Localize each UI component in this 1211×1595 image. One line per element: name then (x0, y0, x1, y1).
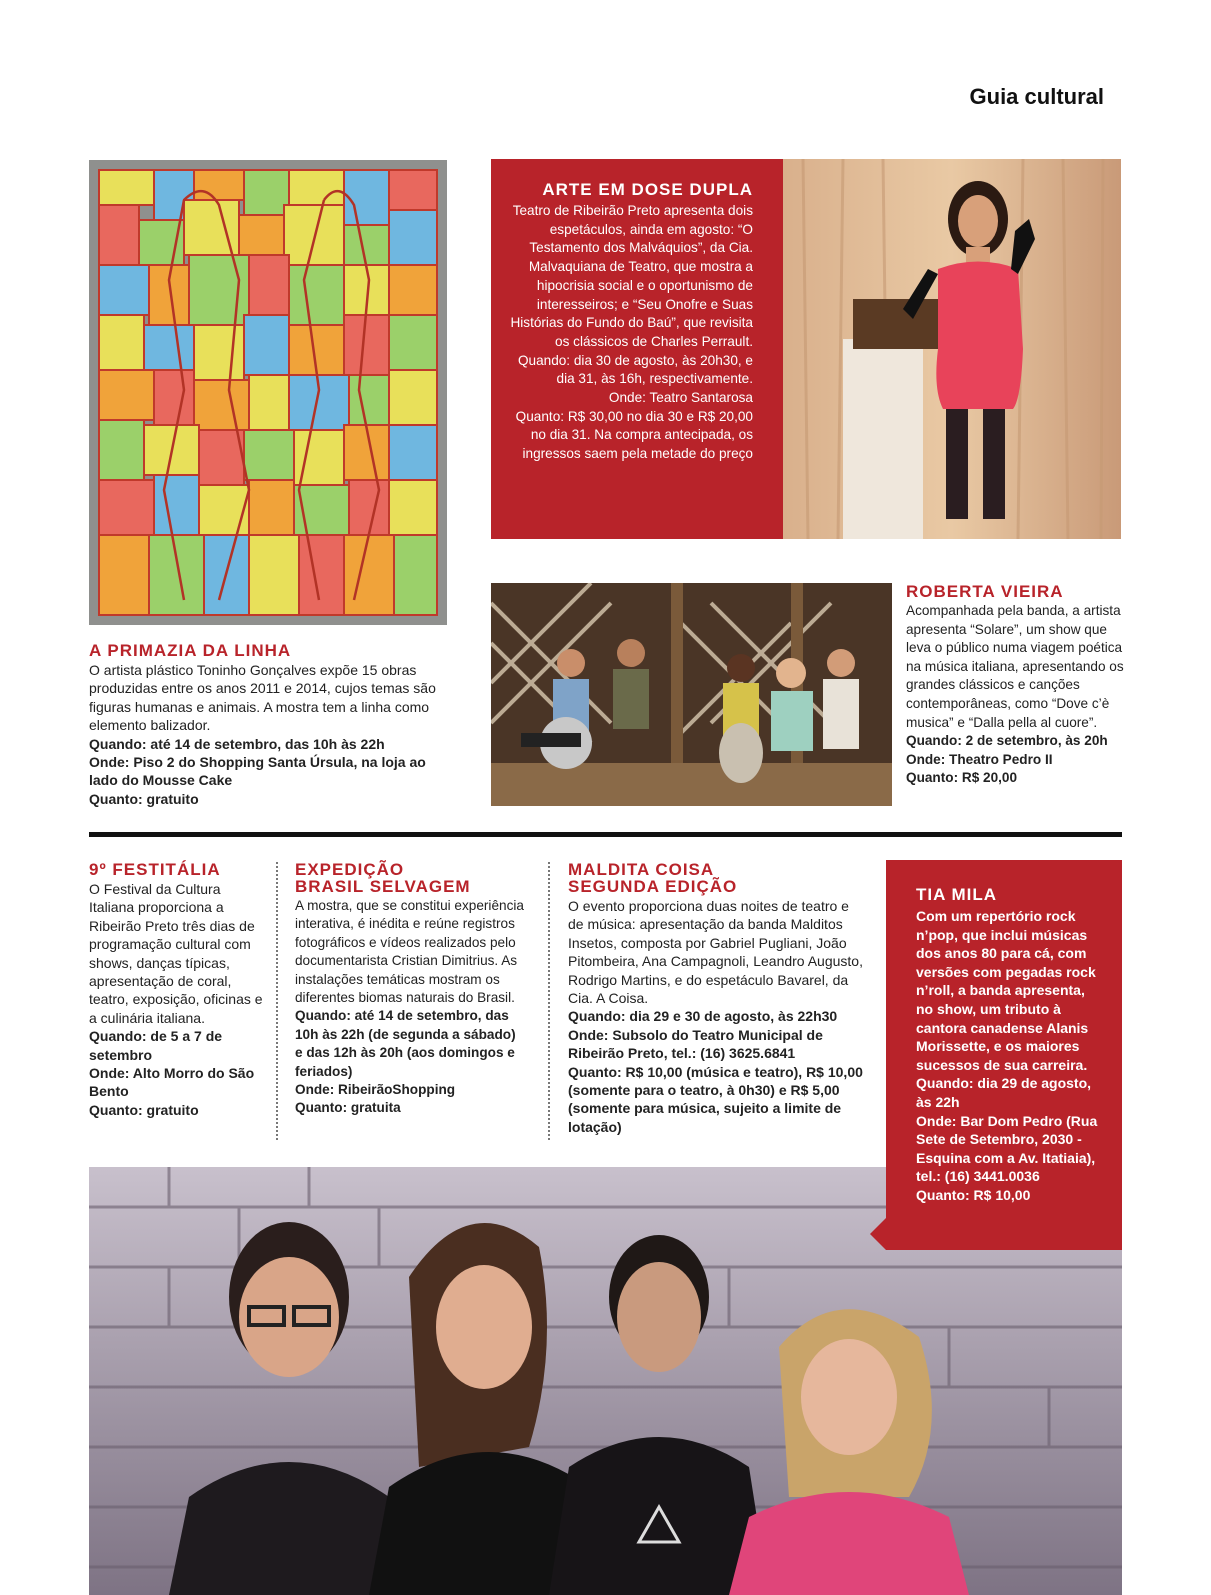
tia-mila-quando: Quando: dia 29 de agosto, às 22h (916, 1075, 1092, 1110)
arte-dose-dupla-quando: Quando: dia 30 de agosto, às 20h30, e dia 31, às 16h, respectivamente. (517, 352, 753, 387)
tia-mila-box (886, 860, 1122, 1250)
roberta-vieira-onde: Onde: Theatro Pedro II (906, 751, 1053, 767)
festitalia-article (89, 861, 264, 1119)
festitalia-quando: Quando: de 5 a 7 de setembro (89, 1028, 223, 1063)
section-label: Guia cultural (969, 84, 1104, 109)
tia-mila-title: TIA MILA (916, 885, 998, 904)
maldita-coisa-article (568, 861, 868, 1136)
festitalia-onde: Onde: Alto Morro do São Bento (89, 1065, 255, 1100)
festitalia-text: O Festival da Cultura Italiana proporciona a Ribeirão Preto três dias de programação cultural com shows, danças típicas, apresentação de coral, teatro, exposição, oficinas e a culinária italiana. (89, 881, 263, 1026)
maldita-coisa-quanto: Quanto: R$ 10,00 (música e teatro), R$ 10,00 (somente para o teatro, à 0h30) e R$ 5,00 (somente para música, sujeito a limite de lotação) (568, 1063, 863, 1135)
expedicao-onde: Onde: RibeirãoShopping (295, 1082, 456, 1098)
primazia-quanto: Quanto: gratuito (89, 790, 199, 807)
roberta-vieira-quanto: Quanto: R$ 20,00 (906, 770, 1018, 786)
band-photo (491, 583, 892, 806)
arte-dose-dupla-text: Teatro de Ribeirão Preto apresenta dois espetáculos, ainda em agosto: “O Testamento dos Malváquios”, da Cia. Malvaquiana de Teatro, que mostra a hipocrisia social e o oportunismo de interesseiros; e “Seu Onofre e Suas Histórias do Fundo do Baú”, que revisita os clássicos de Charles Perrault. (510, 203, 753, 349)
roberta-vieira-title: ROBERTA VIEIRA (906, 582, 1064, 601)
maldita-coisa-onde: Onde: Subsolo do Teatro Municipal de Ribeirão Preto, tel.: (16) 3625.6841 (568, 1026, 823, 1062)
expedicao-quando: Quando: até 14 de setembro, das 10h às 22h (de segunda a sábado) e das 12h às 20h (aos domingos e feriados) (295, 1008, 516, 1079)
section-divider (89, 832, 1122, 837)
expedicao-title-line1: EXPEDIÇÃO (295, 860, 405, 879)
primazia-title: A PRIMAZIA DA LINHA (89, 641, 292, 660)
tia-mila-quanto: Quanto: R$ 10,00 (916, 1186, 1031, 1203)
roberta-vieira-article (906, 583, 1126, 788)
expedicao-text: A mostra, que se constitui experiência interativa, é inédita e reúne registros fotográficos e vídeos realizados pelo documentarista Cristian Dimitrius. As instalações temáticas mostram os diferentes biomas naturais do Brasil. (295, 898, 524, 1006)
arte-dose-dupla-title: ARTE EM DOSE DUPLA (542, 180, 753, 199)
tia-mila-onde: Onde: Bar Dom Pedro (Rua Sete de Setembro, 2030 - Esquina com a Av. Itatiaia), tel.: (16) 3441.0036 (916, 1112, 1098, 1185)
primazia-article (89, 642, 439, 808)
painting-image (89, 160, 447, 625)
maldita-coisa-title-line1: MALDITA COISA (568, 860, 715, 879)
expedicao-article (295, 861, 525, 1118)
primazia-quando: Quando: até 14 de setembro, das 10h às 22h (89, 735, 385, 752)
column-separator (276, 862, 278, 1140)
roberta-vieira-text: Acompanhada pela banda, a artista apresenta “Solare”, um show que leva o público numa viagem poética na música italiana, apresentando os grandes clássicos e canções contemporâneas, como “Dove c’è musica” e “Dalla pella al cuore”. (906, 603, 1124, 730)
column-separator (548, 862, 550, 1140)
festitalia-quanto: Quanto: gratuito (89, 1101, 199, 1118)
tia-mila-text: Com um repertório rock n’pop, que inclui músicas dos anos 80 para cá, com versões com pegadas rock n’roll, a banda apresenta, no show, um tributo à cantora canadense Alanis Morissette, e os maiores sucessos de sua carreira. (916, 908, 1096, 1073)
arte-dose-dupla-box (491, 159, 783, 539)
arte-dose-dupla-quanto: Quanto: R$ 30,00 no dia 30 e R$ 20,00 no dia 31. Na compra antecipada, os ingressos saem pela metade do preço (515, 408, 753, 462)
actress-photo (783, 159, 1121, 539)
expedicao-quanto: Quanto: gratuita (295, 1100, 401, 1116)
primazia-onde: Onde: Piso 2 do Shopping Santa Úrsula, na loja ao lado do Mousse Cake (89, 754, 426, 789)
roberta-vieira-quando: Quando: 2 de setembro, às 20h (906, 733, 1108, 749)
festitalia-title: 9º FESTITÁLIA (89, 860, 221, 879)
tia-mila-pointer (870, 1218, 886, 1250)
maldita-coisa-text: O evento proporciona duas noites de teatro e de música: apresentação da banda Malditos Insetos, composta por Gabriel Pugliani, João Pitombeira, Ana Campagnoli, Leandro Augusto, Rodrigo Martins, e do espetáculo Bavarel, da Cia. A Coisa. (568, 898, 863, 1007)
expedicao-title-line2: BRASIL SELVAGEM (295, 877, 471, 896)
primazia-text: O artista plástico Toninho Gonçalves expõe 15 obras produzidas entre os anos 2011 e 2014, cujos temas são figuras humanas e animais. A mostra tem a linha como elemento balizador. (89, 662, 436, 734)
maldita-coisa-quando: Quando: dia 29 e 30 de agosto, às 22h30 (568, 1008, 838, 1025)
arte-dose-dupla-onde: Onde: Teatro Santarosa (608, 390, 753, 406)
maldita-coisa-title-line2: SEGUNDA EDIÇÃO (568, 877, 738, 896)
